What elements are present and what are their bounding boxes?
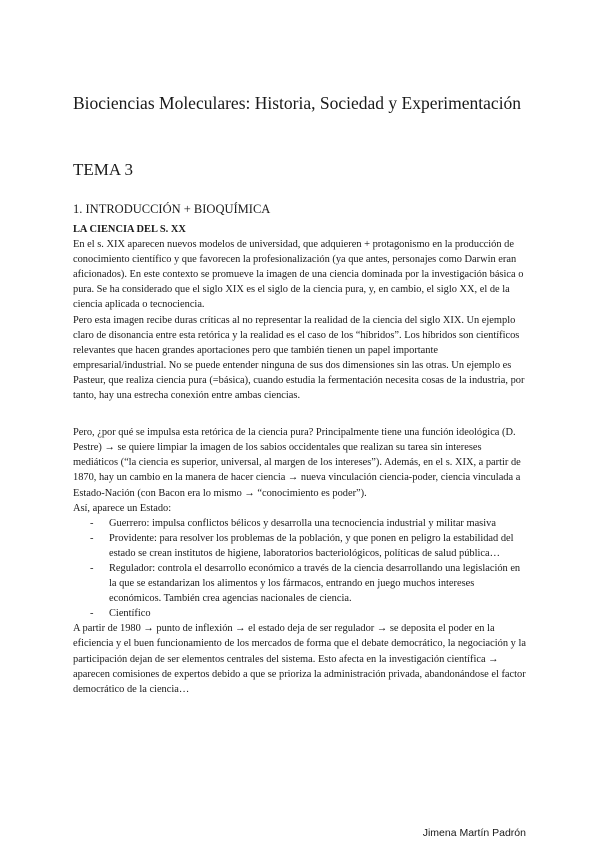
paragraph-gap xyxy=(73,403,529,425)
footer-author: Jimena Martín Padrón xyxy=(422,827,526,839)
list-item xyxy=(73,561,529,606)
paragraph: Pero, ¿por qué se impulsa esta retórica de la ciencia pura? Principalmente tiene una función ideológica (D. Pestre) → se quiere limpiar la imagen de los sabios occidentales que realizan su tarea sin intereses mediáticos (“la ciencia es superior, universal, al margen de los intereses”). Además, en el s. XIX, a partir de 1870, hay un cambio en la manera de hacer ciencia → nueva vinculación ciencia-poder, ciencia vinculada a Estado-Nación (con Bacon era lo mismo → “conocimiento es poder”). xyxy=(73,427,521,499)
section-heading: 1. INTRODUCCIÓN + BIOQUÍMICA xyxy=(73,202,271,216)
list-item xyxy=(73,531,529,561)
paragraph: Pero esta imagen recibe duras críticas al no representar la realidad de la ciencia del siglo XIX. Un ejemplo claro de disonancia entre esta retórica y la realidad es el caso de los “híbridos”. Los híbridos son científicos relevantes que hacen grandes aportaciones pero que también tienen un papel importante empresarial/industrial. No se puede entender ninguna de sus dos dimensiones sin las otras. Un ejemplo es Pasteur, que realiza ciencia pura (=básica), cuando estudia la fermentación necesita cosas de la industria, por tanto, hay una estrecha conexión entre ambas ciencias. xyxy=(73,314,525,402)
list-item xyxy=(73,606,529,621)
list-item-text: Guerrero: impulsa conflictos bélicos y desarrolla una tecnociencia industrial y militar masiva xyxy=(109,517,496,529)
list-marker: - xyxy=(90,562,94,574)
tema-heading: TEMA 3 xyxy=(73,160,133,179)
list-item-text: Regulador: controla el desarrollo económico a través de la ciencia desarrollando una legislación en la que se estandarizan los alimentos y los fármacos, entrando en juego muchos intereses económicos. También crea agencias nacionales de ciencia. xyxy=(109,562,521,605)
state-types-list xyxy=(73,516,529,622)
subheading: LA CIENCIA DEL S. XX xyxy=(73,224,186,235)
list-item-text: Providente: para resolver los problemas de la población, y que ponen en peligro la estabilidad del estado se crean institutos de higiene, laboratorios bacteriológicos, políticas de salud pública… xyxy=(109,532,514,559)
list-marker: - xyxy=(90,517,94,529)
paragraph: En el s. XIX aparecen nuevos modelos de universidad, que adquieren + protagonismo en la producción de conocimiento científico y que favorecen la profesionalización (ya que antes, personajes como Darwin eran aficionados). En este contexto se promueve la imagen de una ciencia dominada por la investigación básica o pura. Se ha considerado que el siglo XIX es el siglo de la ciencia pura, y, en cambio, el siglo XX, el de la ciencia aplicada o tecnociencia. xyxy=(73,239,524,311)
document-title: Biociencias Moleculares: Historia, Sociedad y Experimentación xyxy=(73,93,522,113)
list-item xyxy=(73,516,529,531)
list-item-text: Científico xyxy=(109,608,151,620)
paragraph: Así, aparece un Estado: xyxy=(73,502,172,514)
paragraph: A partir de 1980 → punto de inflexión → el estado deja de ser regulador → se deposita el poder en la eficiencia y el buen funcionamiento de los mercados de forma que el debate democrático, la negociación y la participación dejan de ser elementos centrales del sistema. Esto afecta en la investigación científica → aparecen comisiones de expertos debido a que se prioriza la administración privada, abandonándose el factor democrático de la ciencia… xyxy=(73,623,526,695)
document-body xyxy=(73,222,529,697)
list-marker: - xyxy=(90,532,94,544)
list-marker: - xyxy=(90,608,94,620)
